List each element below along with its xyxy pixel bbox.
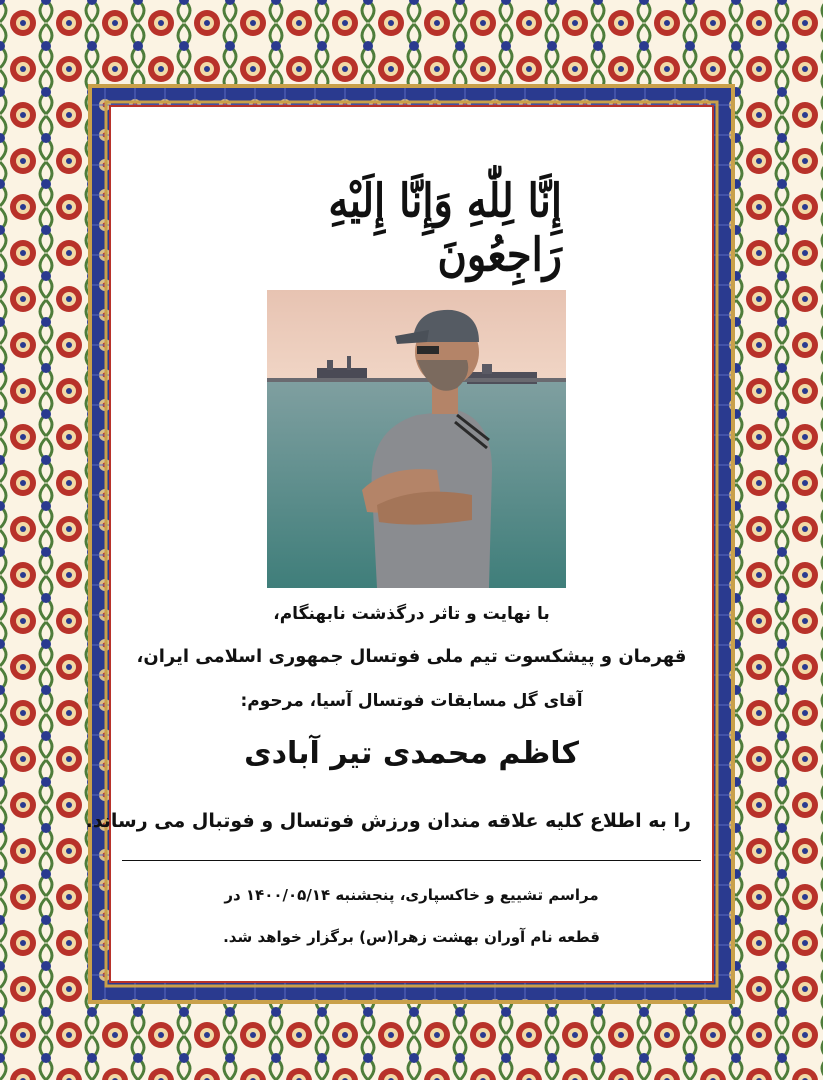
deceased-name: کاظم محمدی تیر آبادی (244, 736, 579, 771)
title-line-1: قهرمان و پیشکسوت تیم ملی فوتسال جمهوری اسلامی ایران، (136, 646, 687, 667)
ceremony-line-1: مراسم تشییع و خاکسپاری، پنجشنبه ۱۴۰۰/۰۵/۱۴ در (224, 886, 599, 904)
title-line-2: آقای گل مسابقات فوتسال آسیا، مرحوم: (240, 691, 583, 711)
deceased-photo (267, 290, 566, 588)
notice-line: را به اطلاع کلیه علاقه مندان ورزش فوتسال و فوتبال می رساند. (85, 810, 691, 832)
divider (122, 860, 701, 861)
quran-calligraphy: إِنَّا لِلّٰهِ وَإِنَّا إِلَيْهِ رَاجِعُونَ (328, 173, 562, 282)
ceremony-line-2: قطعه نام آوران بهشت زهرا(س) برگزار خواهد شد. (223, 928, 600, 946)
content-panel (85, 108, 711, 980)
intro-line: با نهایت و تاثر درگذشت نابهنگام، (273, 604, 550, 624)
